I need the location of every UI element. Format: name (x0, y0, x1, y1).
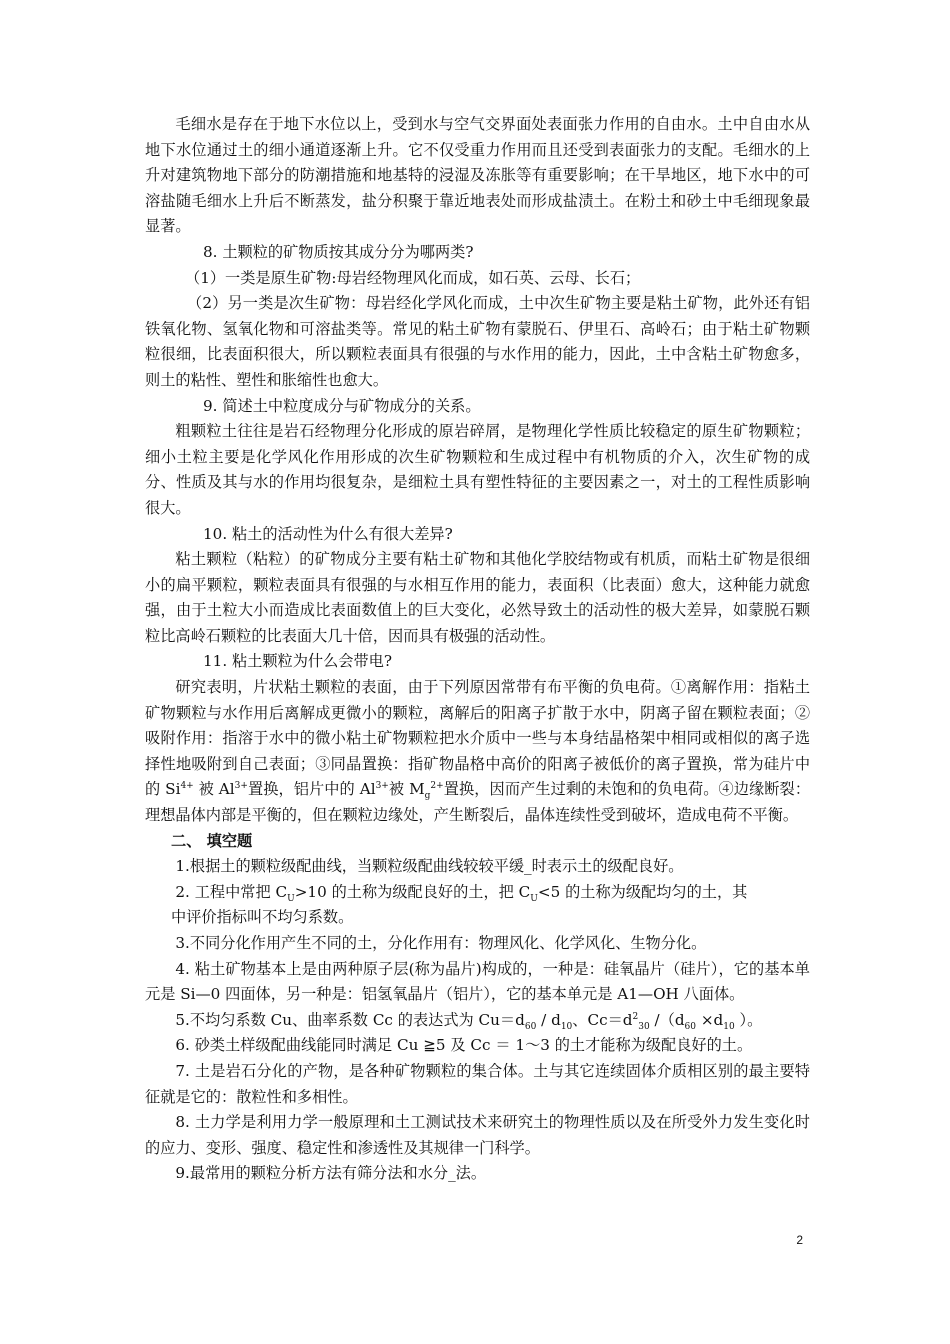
fill-6: 6. 砂类土样级配曲线能同时满足 Cu ≧5 及 Cc ＝ 1～3 的土才能称为级配良好的土。 (175, 1036, 753, 1055)
fill-3: 3.不同分化作用产生不同的土，分化作用有：物理风化、化学风化、生物分化。 (175, 934, 707, 952)
question-8: 8. 土颗粒的矿物质按其成分分为哪两类? (203, 242, 474, 261)
document-page (145, 112, 810, 1187)
fill-5: 5.不均匀系数 Cu、曲率系数 Cc 的表达式为 $Cu=d_{60} / d_{10}$、$Cc=d^2_{30}$ $/(d_{60} \times d_{10}$ ）。 (175, 1010, 763, 1032)
section-heading-fill-in: 二、 填空题 (171, 831, 253, 850)
answer-11: 研究表明，片状粘土颗粒的表面，由于下列原因常带有布平衡的负电荷。①离解作用：指粘土矿物颗粒与水作用后离解成更微小的颗粒，离解后的阳离子扩散于水中，阴离子留在颗粒表面；②吸附作用：指溶于水中的微小粘土矿物颗粒把水介质中一些与本身结晶格架中相同或相似的离子选择性地吸附到自己表面；③同晶置换：指矿物晶格中高价的阳离子被低价的离子置换，常为硅片中的 $Si^{4+}$ 被 $Al^{3+}$置换，铝片中的 $Al^{3+}$被 $M_g^{2+}$置换，因而产生过剩的未饱和的负电荷。④边缘断裂：理想晶体内部是平衡的，但在颗粒边缘处，产生断裂后，晶体连续性受到破坏，造成电荷不平衡。 (145, 678, 811, 825)
question-11: 11. 粘土颗粒为什么会带电? (203, 652, 392, 671)
answer-10: 粘土颗粒（粘粒）的矿物成分主要有粘土矿物和其他化学胶结物或有机质，而粘土矿物是很细小的扁平颗粒，颗粒表面具有很强的与水相互作用的能力，表面积（比表面）愈大，这种能力就愈强，由于土粒大小而造成比表面数值上的巨大变化，必然导致土的活动性的极大差异，如蒙脱石颗粒比高岭石颗粒的比表面大几十倍，因而具有极强的活动性。 (145, 550, 810, 645)
fill-4: 4. 粘土矿物基本上是由两种原子层(称为晶片)构成的，一种是：硅氧晶片（硅片），它的基本单元是 Si—0 四面体，另一种是：铝氢氧晶片（铝片），它的基本单元是 A1—OH 八面体。 (145, 959, 810, 1004)
fill-2: 2. 工程中常把 $C_U>10$ 的土称为级配良好的土，把 $C_U<5$ 的土称为级配均匀的土，其 (175, 882, 748, 904)
question-9: 9. 简述土中粒度成分与矿物成分的关系。 (203, 396, 481, 415)
paragraph-capillary-water: 毛细水是存在于地下水位以上，受到水与空气交界面处表面张力作用的自由水。土中自由水从地下水位通过土的细小通道逐渐上升。它不仅受重力作用而且还受到表面张力的支配。毛细水的上升对建筑物地下部分的防潮措施和地基特的浸湿及冻胀等有重要影响；在干旱地区，地下水中的可溶盐随毛细水上升后不断蒸发，盐分积聚于靠近地表处而形成盐渍土。在粉土和砂土中毛细现象最显著。 (145, 115, 810, 236)
fill-8: 8. 土力学是利用力学一般原理和土工测试技术来研究土的物理性质以及在所受外力发生变化时的应力、变形、强度、稳定性和渗透性及其规律一门科学。 (145, 1113, 810, 1157)
page-number: 2 (796, 1233, 803, 1247)
answer-8-secondary: （2）另一类是次生矿物：母岩经化学风化而成，土中次生矿物主要是粘土矿物，此外还有铝铁氧化物、氢氧化物和可溶盐类等。常见的粘土矿物有蒙脱石、伊里石、高岭石；由于粘土矿物颗粒很细，比表面积很大，所以颗粒表面具有很强的与水作用的能力，因此，土中含粘土矿物愈多，则土的粘性、塑性和胀缩性也愈大。 (145, 294, 810, 389)
question-10: 10. 粘土的活动性为什么有很大差异? (203, 524, 453, 543)
fill-7: 7. 土是岩石分化的产物，是各种矿物颗粒的集合体。土与其它连续固体介质相区别的最主要特征就是它的：散粒性和多相性。 (145, 1061, 810, 1106)
answer-9: 粗颗粒土往往是岩石经物理分化形成的原岩碎屑，是物理化学性质比较稳定的原生矿物颗粒；细小土粒主要是化学风化作用形成的次生矿物颗粒和生成过程中有机物质的介入，次生矿物的成分、性质及其与水的作用均很复杂，是细粒土具有塑性特征的主要因素之一，对土的工程性质影响很大。 (145, 422, 810, 517)
fill-9: 9.最常用的颗粒分析方法有筛分法和水分_法。 (175, 1164, 487, 1183)
answer-8-primary: （1）一类是原生矿物:母岩经物理风化而成，如石英、云母、长石； (185, 268, 641, 287)
fill-2-continued: 中评价指标叫不均匀系数。 (171, 908, 354, 927)
fill-1: 1.根据土的颗粒级配曲线，当颗粒级配曲线较较平缓_时表示土的级配良好。 (175, 857, 684, 876)
